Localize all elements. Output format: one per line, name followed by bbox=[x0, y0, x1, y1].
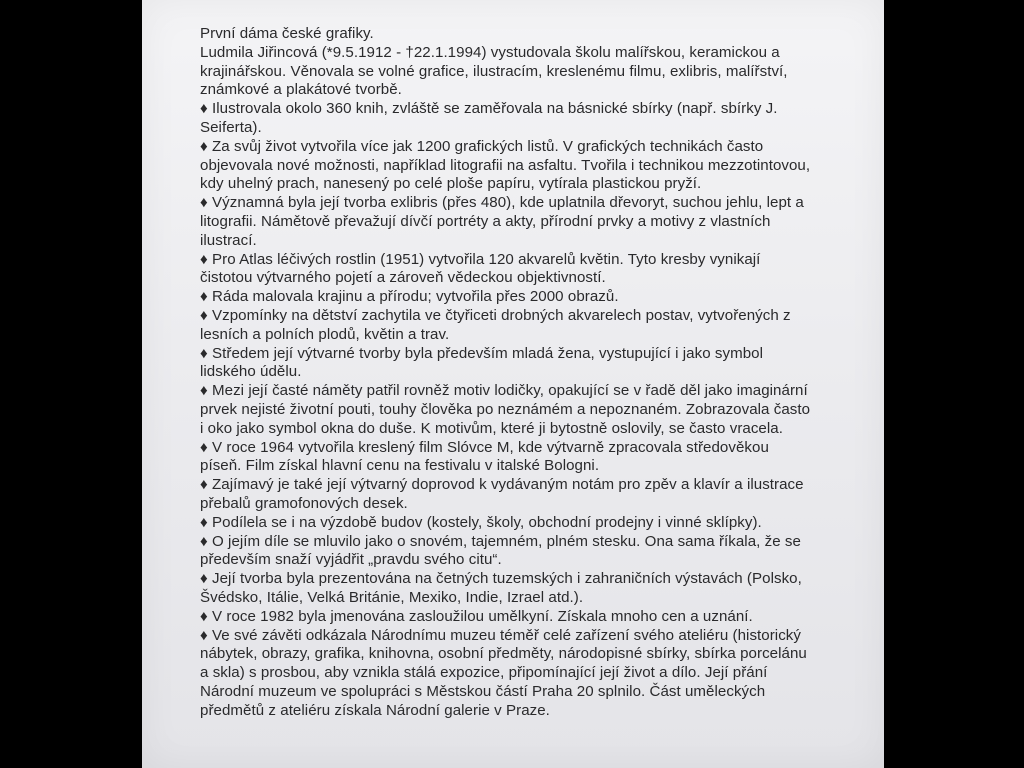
bullet-item bbox=[200, 194, 870, 250]
bullet-text: čistotou výtvarného pojetí a zároveň vědeckou objektivností. bbox=[200, 269, 606, 287]
bullet-line bbox=[200, 645, 870, 664]
bullet-line bbox=[200, 251, 870, 270]
bullet-line bbox=[200, 514, 870, 533]
bullet-item bbox=[200, 533, 870, 571]
diamond-bullet-icon: ♦ bbox=[200, 344, 208, 362]
bullet-text: Seiferta). bbox=[200, 118, 262, 136]
bullet-line bbox=[200, 589, 870, 608]
bullet-text: i oko jako symbol okna do duše. K motivům, které ji bytostně oslovily, se často vracela. bbox=[200, 419, 783, 437]
bullet-text: lesních a polních plodů, květin a trav. bbox=[200, 325, 450, 343]
bullet-text: Zajímavý je také její výtvarný doprovod k vydávaným notám pro zpěv a klavír a ilustrace bbox=[212, 476, 804, 494]
bullet-line bbox=[200, 363, 870, 382]
bullet-text: Za svůj život vytvořila více jak 1200 grafických listů. V grafických technikách často bbox=[212, 137, 764, 155]
bullet-line bbox=[200, 138, 870, 157]
bullet-list bbox=[200, 100, 870, 720]
document-title: První dáma české grafiky. bbox=[200, 25, 374, 42]
bullet-line bbox=[200, 382, 870, 401]
bullet-item bbox=[200, 570, 870, 608]
bullet-item bbox=[200, 138, 870, 194]
diamond-bullet-icon: ♦ bbox=[200, 137, 208, 155]
bullet-text: Národní muzeum ve spolupráci s Městskou částí Praha 20 splnilo. Část uměleckých bbox=[200, 682, 766, 700]
bullet-line bbox=[200, 664, 870, 683]
bullet-line bbox=[200, 194, 870, 213]
bullet-line bbox=[200, 570, 870, 589]
document-text bbox=[200, 25, 870, 720]
bullet-text: Ilustrovala okolo 360 knih, zvláště se zaměřovala na básnické sbírky (např. sbírky J. bbox=[212, 100, 778, 118]
intro-line: známkové a plakátové tvorbě. bbox=[200, 81, 402, 99]
bullet-line bbox=[200, 608, 870, 627]
bullet-item bbox=[200, 476, 870, 514]
diamond-bullet-icon: ♦ bbox=[200, 476, 208, 494]
bullet-line bbox=[200, 551, 870, 570]
bullet-text: Podílela se i na výzdobě budov (kostely, školy, obchodní prodejny i vinné sklípky). bbox=[212, 513, 762, 531]
bullet-line bbox=[200, 100, 870, 119]
diamond-bullet-icon: ♦ bbox=[200, 382, 208, 400]
bullet-text: a skla) s prosbou, aby vznikla stálá expozice, připomínající její život a dílo. Její přání bbox=[200, 664, 768, 682]
diamond-bullet-icon: ♦ bbox=[200, 607, 208, 625]
bullet-text: lidského údělu. bbox=[200, 363, 302, 381]
bullet-line bbox=[200, 420, 870, 439]
diamond-bullet-icon: ♦ bbox=[200, 570, 208, 588]
bullet-item bbox=[200, 100, 870, 138]
bullet-line bbox=[200, 232, 870, 251]
bullet-line bbox=[200, 326, 870, 345]
paper-sheet bbox=[142, 0, 884, 768]
bullet-line bbox=[200, 175, 870, 194]
bullet-line bbox=[200, 702, 870, 721]
bullet-line bbox=[200, 307, 870, 326]
bullet-text: Středem její výtvarné tvorby byla především mladá žena, vystupující i jako symbol bbox=[212, 344, 764, 362]
bullet-text: Mezi její časté náměty patřil rovněž motiv lodičky, opakující se v řadě děl jako imaginární bbox=[212, 382, 808, 400]
bullet-line bbox=[200, 533, 870, 552]
bullet-text: V roce 1964 vytvořila kreslený film Slóvce M, kde výtvarně zpracovala středověkou bbox=[212, 438, 769, 456]
bullet-text: ilustrací. bbox=[200, 231, 257, 249]
bullet-line bbox=[200, 401, 870, 420]
diamond-bullet-icon: ♦ bbox=[200, 100, 208, 118]
bullet-line bbox=[200, 213, 870, 232]
diamond-bullet-icon: ♦ bbox=[200, 306, 208, 324]
bullet-line bbox=[200, 288, 870, 307]
bullet-item bbox=[200, 382, 870, 438]
bullet-item bbox=[200, 345, 870, 383]
diamond-bullet-icon: ♦ bbox=[200, 626, 208, 644]
bullet-item bbox=[200, 288, 870, 307]
bullet-item bbox=[200, 251, 870, 289]
diamond-bullet-icon: ♦ bbox=[200, 513, 208, 531]
diamond-bullet-icon: ♦ bbox=[200, 532, 208, 550]
bullet-text: přebalů gramofonových desek. bbox=[200, 494, 408, 512]
bullet-line bbox=[200, 269, 870, 288]
bullet-line bbox=[200, 119, 870, 138]
bullet-text: nábytek, obrazy, grafika, knihovna, osobní předměty, národopisné sbírky, sbírka porcelánu bbox=[200, 645, 807, 663]
diamond-bullet-icon: ♦ bbox=[200, 288, 208, 306]
bullet-line bbox=[200, 439, 870, 458]
bullet-line bbox=[200, 457, 870, 476]
bullet-item bbox=[200, 307, 870, 345]
bullet-text: Její tvorba byla prezentována na četných tuzemských i zahraničních výstavách (Polsko, bbox=[212, 570, 802, 588]
bullet-text: Vzpomínky na dětství zachytila ve čtyřiceti drobných akvarelech postav, vytvořených z bbox=[212, 306, 791, 324]
bullet-text: Ráda malovala krajinu a přírodu; vytvořila přes 2000 obrazů. bbox=[212, 288, 619, 306]
diamond-bullet-icon: ♦ bbox=[200, 250, 208, 268]
bullet-text: především snaží vyjádřit „pravdu svého citu“. bbox=[200, 551, 502, 569]
bullet-text: Pro Atlas léčivých rostlin (1951) vytvořila 120 akvarelů květin. Tyto kresby vynikají bbox=[212, 250, 761, 268]
bullet-text: litografii. Námětově převažují dívčí portréty a akty, přírodní prvky a motivy z vlastních bbox=[200, 212, 771, 230]
bullet-text: Významná byla její tvorba exlibris (přes 480), kde uplatnila dřevoryt, suchou jehlu, lept a bbox=[212, 194, 804, 212]
intro-line: krajinářskou. Věnovala se volné grafice, ilustracím, kreslenému filmu, exlibris, malířství, bbox=[200, 62, 788, 80]
bullet-line bbox=[200, 627, 870, 646]
bullet-item bbox=[200, 514, 870, 533]
intro-paragraph bbox=[200, 44, 870, 100]
intro-line: Ludmila Jiřincová (*9.5.1912 - †22.1.1994) vystudovala školu malířskou, keramickou a bbox=[200, 43, 780, 61]
bullet-text: prvek nejisté životní pouti, touhy člověka po neznámém a nepoznaném. Zobrazovala často bbox=[200, 400, 811, 418]
bullet-text: píseň. Film získal hlavní cenu na festivalu v italské Bologni. bbox=[200, 457, 600, 475]
bullet-line bbox=[200, 476, 870, 495]
bullet-item bbox=[200, 608, 870, 627]
bullet-text: V roce 1982 byla jmenována zasloužilou umělkyní. Získala mnoho cen a uznání. bbox=[212, 607, 753, 625]
bullet-item bbox=[200, 439, 870, 477]
bullet-text: Švédsko, Itálie, Velká Británie, Mexiko, Indie, Izrael atd.). bbox=[200, 588, 584, 606]
bullet-item bbox=[200, 627, 870, 721]
bullet-text: O jejím díle se mluvilo jako o snovém, tajemném, plném stesku. Ona sama říkala, že se bbox=[212, 532, 801, 550]
diamond-bullet-icon: ♦ bbox=[200, 438, 208, 456]
bullet-text: kdy uhelný prach, nanesený po celé ploše papíru, vytírala plastickou pryží. bbox=[200, 175, 702, 193]
bullet-line bbox=[200, 683, 870, 702]
bullet-line bbox=[200, 157, 870, 176]
bullet-text: Ve své závěti odkázala Národnímu muzeu téměř celé zařízení svého ateliéru (historický bbox=[212, 626, 801, 644]
bullet-line bbox=[200, 495, 870, 514]
bullet-line bbox=[200, 345, 870, 364]
diamond-bullet-icon: ♦ bbox=[200, 194, 208, 212]
bullet-text: předmětů z ateliéru získala Národní galerie v Praze. bbox=[200, 701, 550, 719]
bullet-text: objevovala nové možnosti, například litografii na asfaltu. Tvořila i technikou mezzotintovou, bbox=[200, 156, 811, 174]
